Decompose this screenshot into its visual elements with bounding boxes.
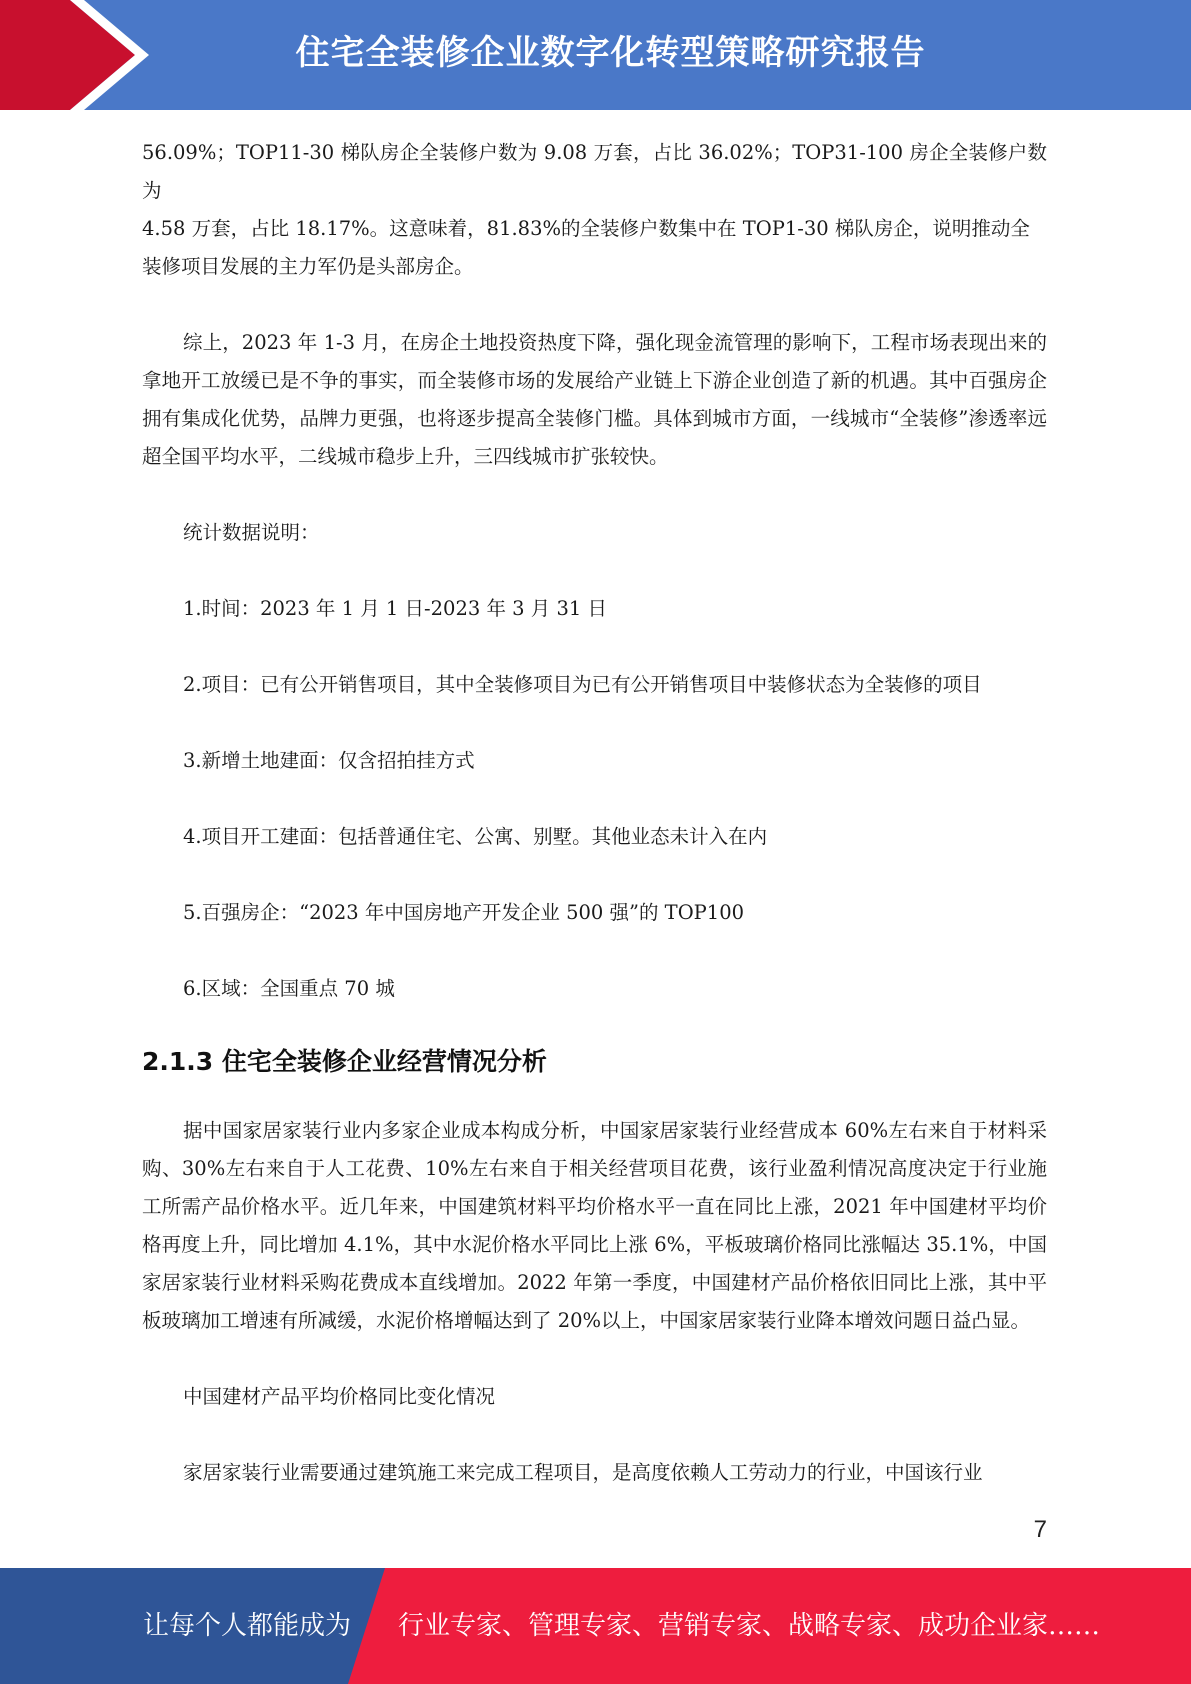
paragraph-cost-analysis: 据中国家居家装行业内多家企业成本构成分析，中国家居家装行业经营成本 60%左右来自于材料采购、30%左右来自于人工花费、10%左右来自于相关经营项目花费，该行业盈利情况高度决定于行业施工所需产品价格水平。近几年来，中国建筑材料平均价格水平一直在同比上涨，2021 年中国建材平均价格再度上升，同比增加 4.1%，其中水泥价格水平同比上涨 6%，平板玻璃价格同比涨幅达 35.1%，中国家居家装行业材料采购花费成本直线增加。2022 年第一季度，中国建材产品价格依旧同比上涨，其中平板玻璃加工增速有所减缓，水泥价格增幅达到了 20%以上，中国家居家装行业降本增效问题日益凸显。 — [142, 1119, 1047, 1332]
page-header — [0, 0, 1191, 110]
paragraph-line: 装修项目发展的主力军仍是头部房企。 — [142, 255, 474, 278]
report-title: 住宅全装修企业数字化转型策略研究报告 — [295, 33, 926, 73]
figure-caption: 中国建材产品平均价格同比变化情况 — [183, 1385, 496, 1408]
paragraph-top-ranking — [142, 134, 1047, 286]
section-heading: 2.1.3 住宅全装修企业经营情况分析 — [142, 1047, 547, 1076]
stats-item-project: 2.项目：已有公开销售项目，其中全装修项目为已有公开销售项目中装修状态为全装修的项目 — [183, 673, 982, 696]
stats-item-region: 6.区域：全国重点 70 城 — [183, 977, 395, 1000]
paragraph-summary: 综上，2023 年 1-3 月，在房企土地投资热度下降，强化现金流管理的影响下，工程市场表现出来的拿地开工放缓已是不争的事实，而全装修市场的发展给产业链上下游企业创造了新的机遇。其中百强房企拥有集成化优势，品牌力更强，也将逐步提高全装修门槛。具体到城市方面，一线城市“全装修”渗透率远超全国平均水平，二线城市稳步上升，三四线城市扩张较快。 — [142, 331, 1047, 468]
page-number: 7 — [1033, 1516, 1047, 1543]
footer-slogan-left: 让每个人都能成为 — [143, 1611, 352, 1641]
page-footer — [0, 1568, 1191, 1684]
paragraph-labor: 家居家装行业需要通过建筑施工来完成工程项目，是高度依赖人工劳动力的行业，中国该行业 — [183, 1461, 983, 1484]
stats-title: 统计数据说明： — [183, 521, 320, 544]
footer-slogan-right: 行业专家、管理专家、营销专家、战略专家、成功企业家…… — [398, 1611, 1101, 1641]
document-body — [142, 134, 1047, 1492]
paragraph-line: 56.09%；TOP11-30 梯队房企全装修户数为 9.08 万套，占比 36.02%；TOP31-100 房企全装修户数为 — [142, 141, 1047, 202]
stats-item-construction: 4.项目开工建面：包括普通住宅、公寓、别墅。其他业态未计入在内 — [183, 825, 768, 848]
paragraph-line: 4.58 万套，占比 18.17%。这意味着，81.83%的全装修户数集中在 TOP1-30 梯队房企，说明推动全 — [142, 217, 1030, 240]
stats-item-time: 1.时间：2023 年 1 月 1 日-2023 年 3 月 31 日 — [183, 597, 607, 620]
stats-item-top100: 5.百强房企：“2023 年中国房地产开发企业 500 强”的 TOP100 — [183, 901, 745, 924]
stats-item-land: 3.新增土地建面：仅含招拍挂方式 — [183, 749, 475, 772]
